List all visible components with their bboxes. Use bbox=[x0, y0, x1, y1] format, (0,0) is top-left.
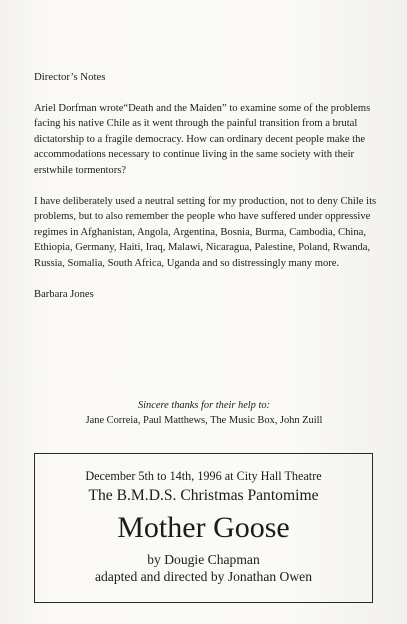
advert-production: The B.M.D.S. Christmas Pantomime bbox=[88, 487, 319, 504]
pantomime-advert-box bbox=[34, 453, 373, 603]
notes-heading: Director’s Notes bbox=[34, 71, 106, 83]
acknowledgements bbox=[34, 398, 374, 428]
notes-paragraph-2: I have deliberately used a neutral setting for my production, not to deny Chile its problems, but to also remember the people who have suffered under oppressive regimes in Afghanistan, Angola, Argentina, Bosnia, Burma, Cambodia, China, Ethiopia, Germany, Haiti, Iraq, Malawi, Nicaragua, Palestine, Poland, Rwanda, Russia, Somalia, South Africa, Uganda and so distressingly many more. bbox=[34, 195, 377, 269]
advert-author: by Dougie Chapman bbox=[147, 552, 260, 567]
advert-title: Mother Goose bbox=[117, 511, 290, 544]
thanks-names: Jane Correia, Paul Matthews, The Music Box, John Zuill bbox=[85, 415, 323, 426]
notes-paragraph-1: Ariel Dorfman wrote“Death and the Maiden” to examine some of the problems facing his native Chile as it went through the painful transition from a brutal dictatorship to a fragile democracy. How can ordinary decent people make the accommodations necessary to continue living in the same society with their erstwhile tormentors? bbox=[34, 102, 371, 176]
directors-notes bbox=[34, 70, 384, 317]
advert-adapted: adapted and directed by Jonathan Owen bbox=[94, 569, 313, 584]
thanks-heading: Sincere thanks for their help to: bbox=[137, 400, 271, 411]
notes-signature: Barbara Jones bbox=[34, 288, 94, 300]
advert-dates: December 5th to 14th, 1996 at City Hall Theatre bbox=[85, 469, 322, 483]
